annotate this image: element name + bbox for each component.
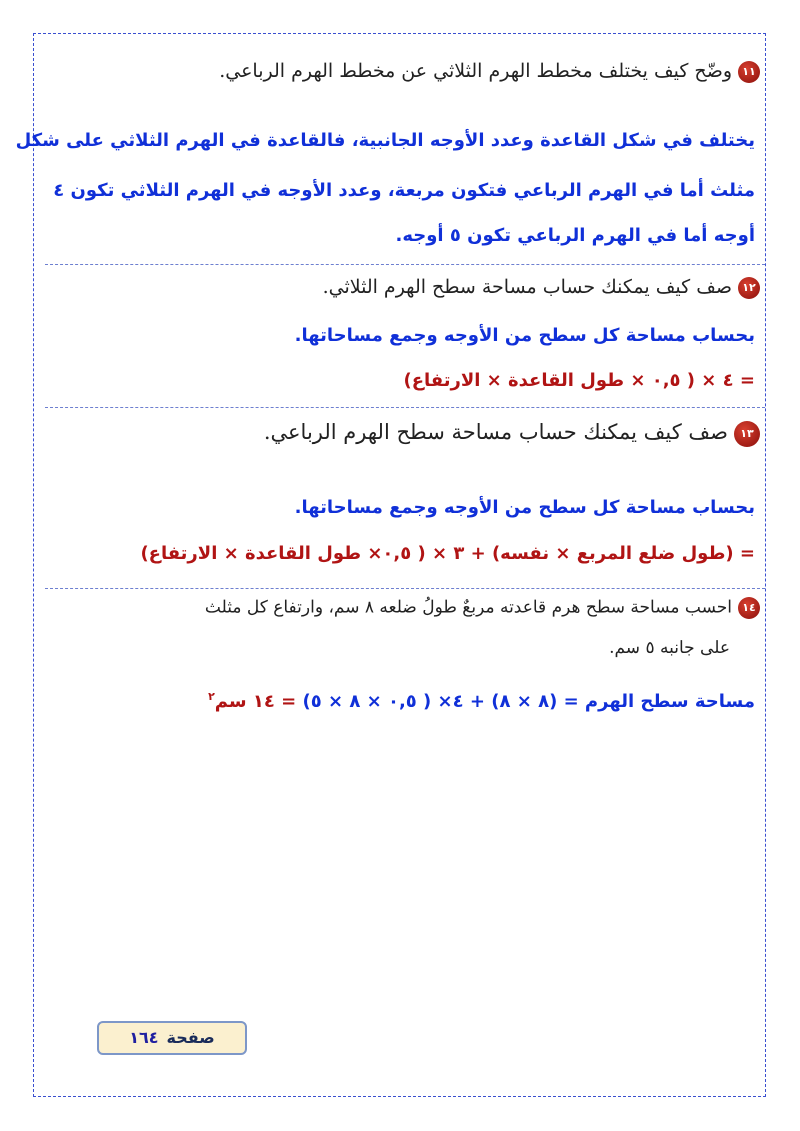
- answer-11-line-1: يختلف في شكل القاعدة وعدد الأوجه الجانبية، فالقاعدة في الهرم الثلاثي على شكل: [15, 130, 755, 151]
- question-number-badge: ١١: [738, 61, 760, 83]
- formula-12: = ٤ × ( ٠,٥ × طول القاعدة × الارتفاع): [403, 370, 755, 391]
- question-13: [264, 420, 760, 447]
- question-12: [323, 276, 760, 299]
- page-number: ١٦٤: [129, 1028, 159, 1047]
- question-text: وضّح كيف يختلف مخطط الهرم الثلاثي عن مخطط الهرم الرباعي.: [219, 60, 732, 82]
- answer-13: بحساب مساحة كل سطح من الأوجه وجمع مساحاتها.: [294, 497, 755, 518]
- question-text: صف كيف يمكنك حساب مساحة سطح الهرم الثلاثي.: [322, 276, 732, 298]
- question-14: [205, 597, 760, 619]
- question-number-badge: ١٢: [738, 277, 760, 299]
- result-exponent: ٢: [208, 690, 215, 703]
- divider: [45, 588, 765, 589]
- answer-expression: مساحة سطح الهرم = (٨ × ٨) + ٤× ( ٠,٥ × ٨ × ٥): [296, 691, 755, 712]
- question-text: صف كيف يمكنك حساب مساحة سطح الهرم الرباعي.: [263, 420, 728, 444]
- divider: [45, 264, 765, 265]
- question-text: احسب مساحة سطح هرم قاعدته مربعٌ طولُ ضلعه ٨ سم، وارتفاع كل مثلث: [204, 597, 732, 618]
- formula-13: = (طول ضلع المربع × نفسه) + ٣ × ( ٠,٥× طول القاعدة × الارتفاع): [140, 543, 755, 564]
- question-number-badge: ١٤: [738, 597, 760, 619]
- answer-12: بحساب مساحة كل سطح من الأوجه وجمع مساحاتها.: [294, 325, 755, 346]
- answer-11-line-2: مثلث أما في الهرم الرباعي فتكون مربعة، وعدد الأوجه في الهرم الثلاثي تكون ٤: [53, 180, 755, 201]
- page-number-tag: [97, 1021, 247, 1055]
- page-label: صفحة: [166, 1028, 215, 1047]
- answer-11-line-3: أوجه أما في الهرم الرباعي تكون ٥ أوجه.: [395, 225, 755, 246]
- result-value: = ١٤ سم: [214, 691, 297, 712]
- question-11: [219, 60, 760, 83]
- answer-result: [208, 691, 296, 712]
- question-number-badge: ١٣: [734, 421, 760, 447]
- divider: [45, 407, 765, 408]
- question-14-line-2: على جانبه ٥ سم.: [609, 638, 730, 658]
- answer-14: [208, 690, 755, 712]
